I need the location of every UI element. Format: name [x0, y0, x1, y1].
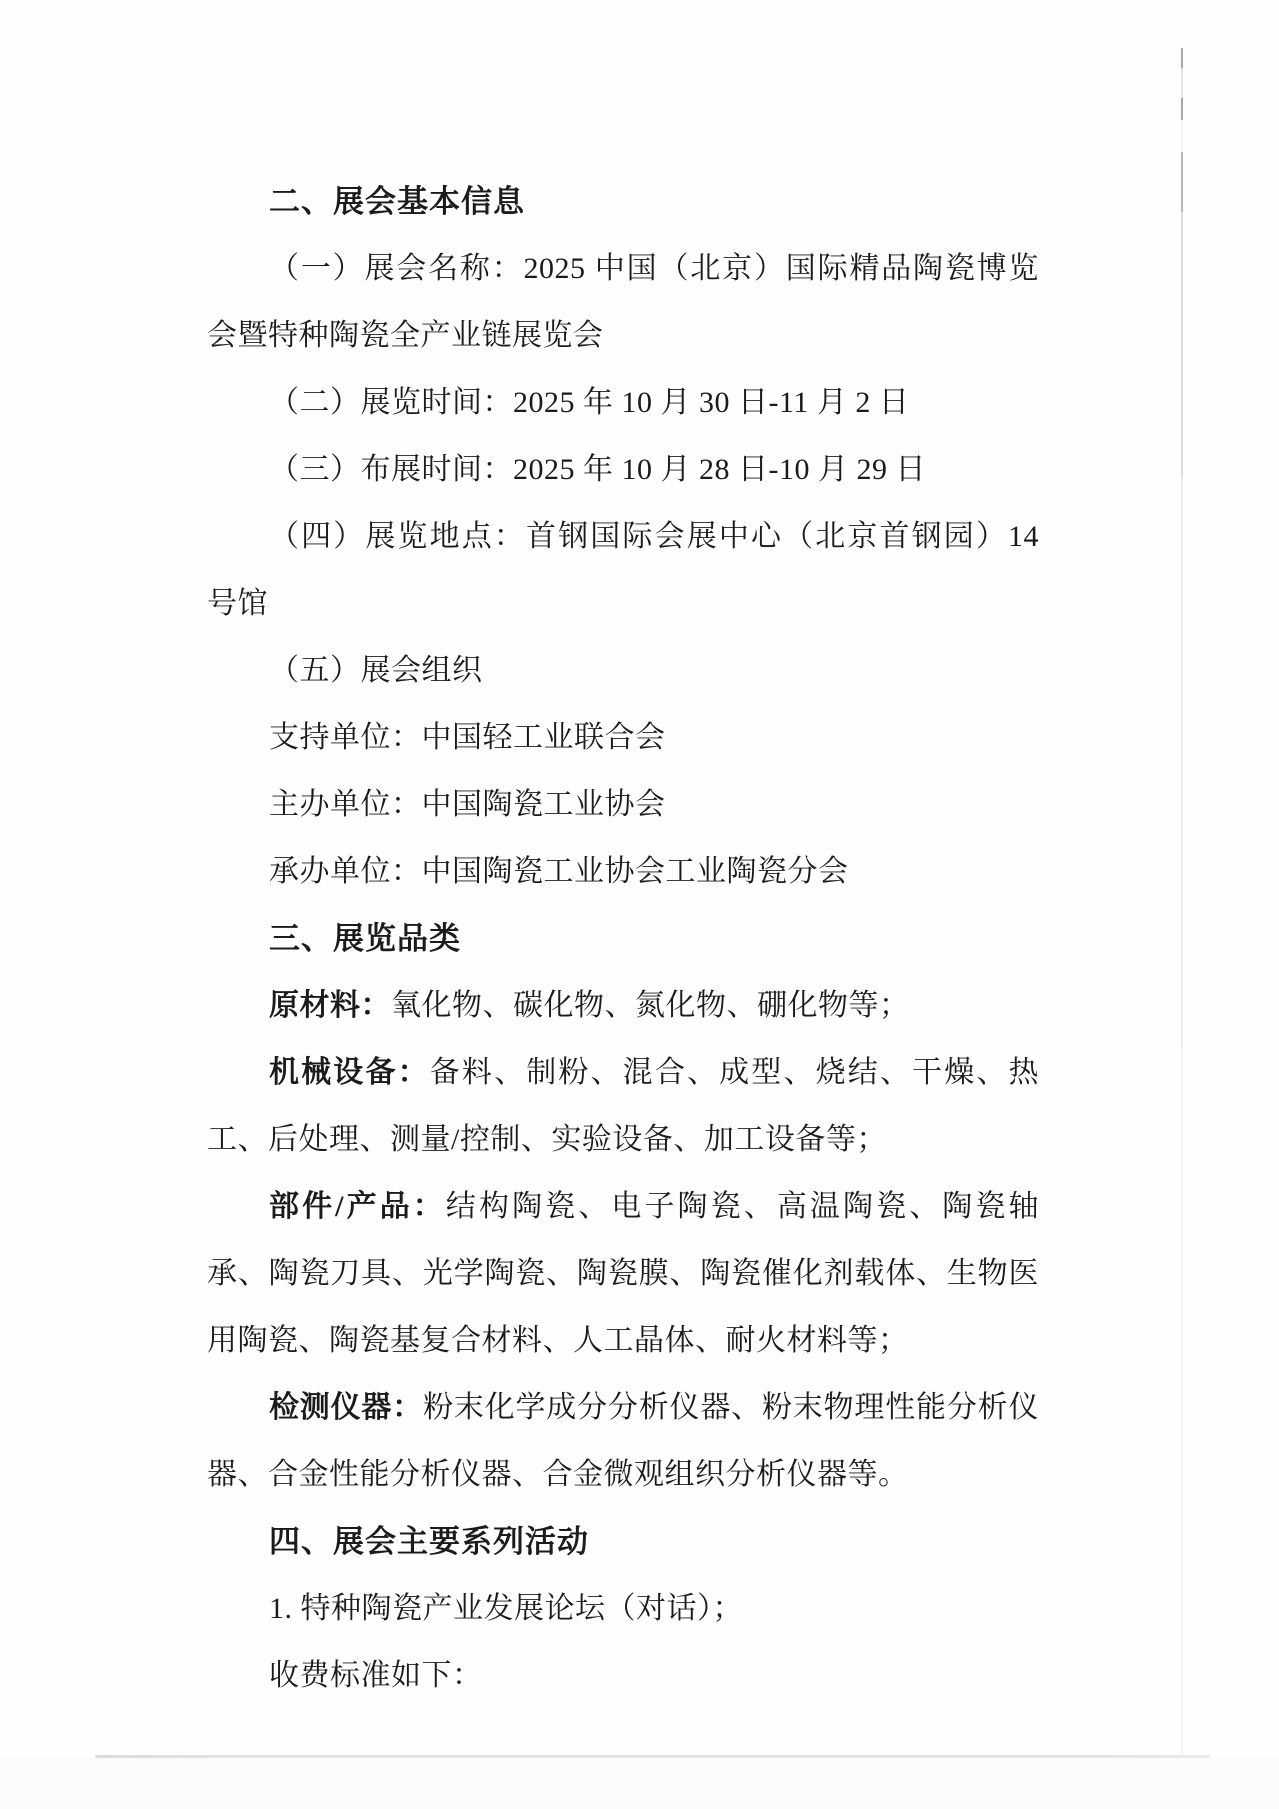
category-text-machinery: 备料、制粉、混合、成型、烧结、干燥、热工、后处理、测量/控制、实验设备、加工设备等；: [207, 1056, 1040, 1156]
scan-artifact-vertical-line: [1181, 48, 1183, 1758]
paragraph-organization: （五）展会组织: [269, 654, 483, 687]
paragraph-exhibition-name: （一）展会名称：2025 中国（北京）国际精品陶瓷博览会暨特种陶瓷全产业链展览会: [207, 252, 1039, 352]
category-label-testing-instruments: 检测仪器：: [269, 1391, 424, 1424]
paragraph-testing-instruments: [207, 1374, 1039, 1508]
section-heading-basic-info: 二、展会基本信息: [269, 184, 525, 219]
category-label-parts-products: 部件/产品：: [269, 1190, 446, 1223]
section-heading-categories: 三、展览品类: [269, 921, 461, 956]
paragraph-organizer-unit: 承办单位：中国陶瓷工业协会工业陶瓷分会: [269, 855, 849, 888]
category-label-raw-materials: 原材料：: [269, 989, 391, 1022]
document-content: [207, 168, 1039, 1709]
paragraph-fee-intro: 收费标准如下：: [269, 1659, 483, 1692]
paragraph-raw-materials: [207, 972, 1039, 1039]
paragraph-machinery: [207, 1039, 1039, 1173]
paragraph-location: （四）展览地点：首钢国际会展中心（北京首钢园）14 号馆: [207, 520, 1039, 620]
below-page-edge-area: [0, 1758, 1279, 1809]
section-heading-activities: 四、展会主要系列活动: [269, 1524, 589, 1559]
paragraph-parts-products: [207, 1173, 1039, 1374]
paragraph-exhibit-time: （二）展览时间：2025 年 10 月 30 日-11 月 2 日: [269, 386, 910, 419]
category-text-parts-products: 结构陶瓷、电子陶瓷、高温陶瓷、陶瓷轴承、陶瓷刀具、光学陶瓷、陶瓷膜、陶瓷催化剂载体、生物医用陶瓷、陶瓷基复合材料、人工晶体、耐火材料等；: [207, 1190, 1039, 1357]
category-text-testing-instruments: 粉末化学成分分析仪器、粉末物理性能分析仪器、合金性能分析仪器、合金微观组织分析仪器等。: [207, 1391, 1039, 1491]
paragraph-host-unit: 主办单位：中国陶瓷工业协会: [269, 788, 666, 821]
paragraph-support-unit: 支持单位：中国轻工业联合会: [269, 721, 666, 754]
category-text-raw-materials: 氧化物、碳化物、氮化物、硼化物等；: [391, 989, 910, 1022]
paragraph-activity-forum: 1. 特种陶瓷产业发展论坛（对话）；: [269, 1592, 743, 1625]
paragraph-setup-time: （三）布展时间：2025 年 10 月 28 日-10 月 29 日: [269, 453, 926, 486]
category-label-machinery: 机械设备：: [269, 1056, 430, 1089]
